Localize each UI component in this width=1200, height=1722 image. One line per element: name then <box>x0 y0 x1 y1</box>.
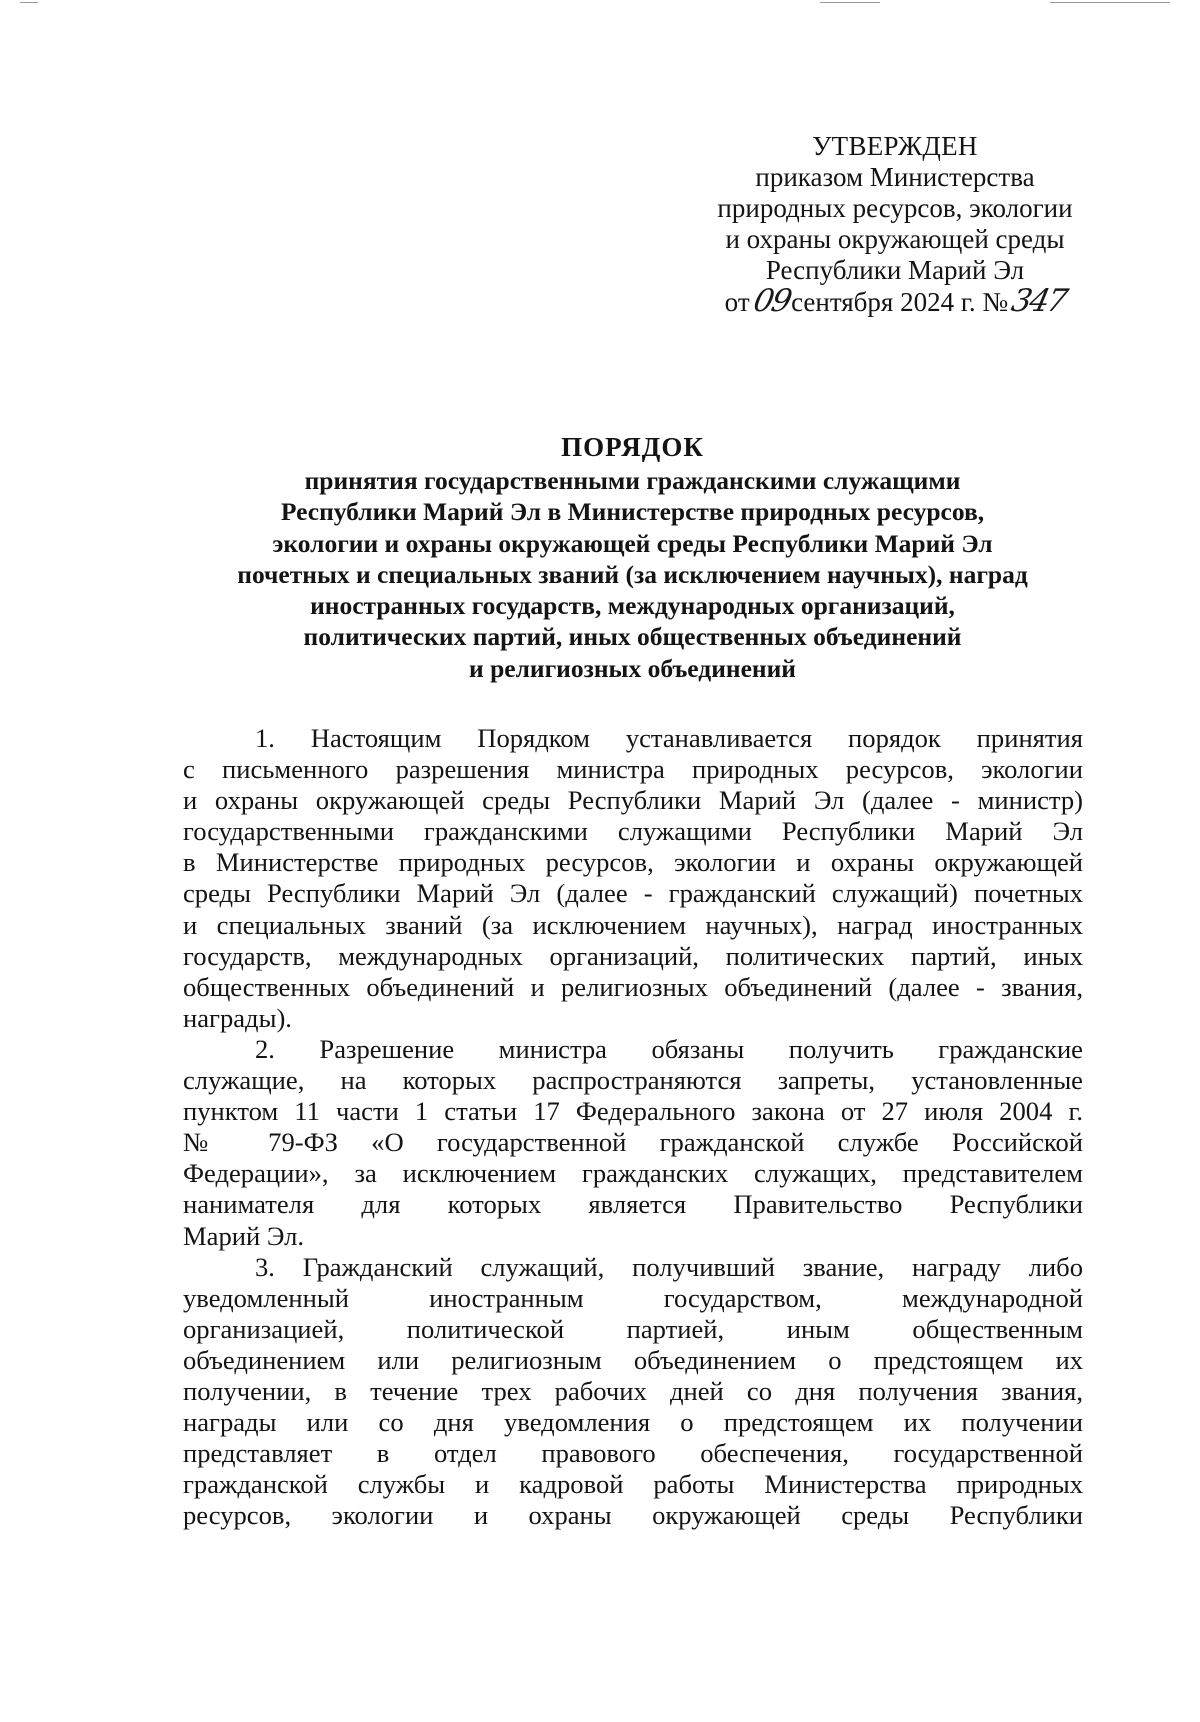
body-line: представляет в отдел правового обеспечения, государственной <box>183 1438 1083 1469</box>
body-line: 2. Разрешение министра обязаны получить гражданские <box>255 1033 1083 1064</box>
handwritten-order-number: 347 <box>1008 283 1070 319</box>
title-line: принятия государственными гражданскими служащими <box>304 466 961 495</box>
body-line: служащие, на которых распространяются запреты, установленные <box>183 1065 1083 1096</box>
body-line: государств, международных организаций, политических партий, иных <box>183 940 1083 971</box>
body-line: и охраны окружающей среды Республики Марий Эл (далее - министр) <box>183 785 1083 816</box>
body-line: награды или со дня уведомления о предстоящем их получении <box>183 1407 1083 1438</box>
body-line: Федерации», за исключением гражданских служащих, представителем <box>183 1158 1083 1189</box>
body-line: ресурсов, экологии и охраны окружающей среды Республики <box>183 1500 1083 1531</box>
body-line: с письменного разрешения министра природных ресурсов, экологии <box>183 754 1083 785</box>
body-line: общественных объединений и религиозных объединений (далее - звания, <box>183 971 1083 1002</box>
body-line: и специальных званий (за исключением научных), наград иностранных <box>183 909 1083 940</box>
document-title: ПОРЯДОК <box>561 432 704 462</box>
body-line: среды Республики Марий Эл (далее - гражданский служащий) почетных <box>183 878 1083 909</box>
approval-line: Республики Марий Эл <box>765 255 1025 285</box>
title-line: и религиозных объединений <box>469 653 796 683</box>
body-line: гражданской службы и кадровой работы Министерства природных <box>183 1469 1083 1500</box>
title-line: политических партий, иных общественных объединений <box>303 622 962 652</box>
approval-date-line <box>680 283 1110 319</box>
date-rest: сентября 2024 г. № <box>791 287 1009 317</box>
body-line: № 79-ФЗ «О государственной гражданской службе Российской <box>183 1127 1083 1158</box>
scan-artifact <box>20 2 38 3</box>
title-line: Республики Марий Эл в Министерстве природных ресурсов, <box>280 497 985 527</box>
title-line: экологии и охраны окружающей среды Республики Марий Эл <box>272 528 993 558</box>
handwritten-day: 09 <box>749 283 794 319</box>
body-line: государственными гражданскими служащими Республики Марий Эл <box>183 816 1083 847</box>
body-line: получении, в течение трех рабочих дней со дня получения звания, <box>183 1375 1083 1406</box>
approval-stamp-block <box>680 131 1110 318</box>
approval-heading: УТВЕРЖДЕН <box>812 131 978 161</box>
document-body <box>183 723 1083 1531</box>
document-title-block <box>170 429 1095 684</box>
body-line: награды). <box>183 1002 292 1033</box>
body-line: Марий Эл. <box>183 1220 304 1251</box>
body-line: объединением или религиозным объединением о предстоящем их <box>183 1344 1083 1375</box>
title-line: почетных и специальных званий (за исключением научных), наград <box>237 559 1028 589</box>
body-line: в Министерстве природных ресурсов, экологии и охраны окружающей <box>183 847 1083 878</box>
approval-line: приказом Министерства <box>755 162 1035 192</box>
paragraph-1 <box>183 723 1083 1034</box>
body-line: 3. Гражданский служащий, получивший звание, награду либо <box>255 1251 1083 1282</box>
paragraph-2 <box>183 1034 1083 1252</box>
approval-line: природных ресурсов, экологии <box>717 193 1073 223</box>
title-line: иностранных государств, международных организаций, <box>310 591 955 621</box>
body-line: организацией, политической партией, иным общественным <box>183 1313 1083 1344</box>
body-line: 1. Настоящим Порядком устанавливается порядок принятия <box>255 723 1083 753</box>
paragraph-3 <box>183 1252 1083 1532</box>
approval-line: и охраны окружающей среды <box>725 224 1065 254</box>
body-line: пунктом 11 части 1 статьи 17 Федерального закона от 27 июля 2004 г. <box>183 1096 1083 1127</box>
scan-artifact <box>1050 2 1170 3</box>
scan-artifact <box>820 2 880 3</box>
body-line: уведомленный иностранным государством, международной <box>183 1282 1083 1313</box>
body-line: нанимателя для которых является Правительство Республики <box>183 1189 1083 1220</box>
date-prefix: от <box>724 287 750 317</box>
